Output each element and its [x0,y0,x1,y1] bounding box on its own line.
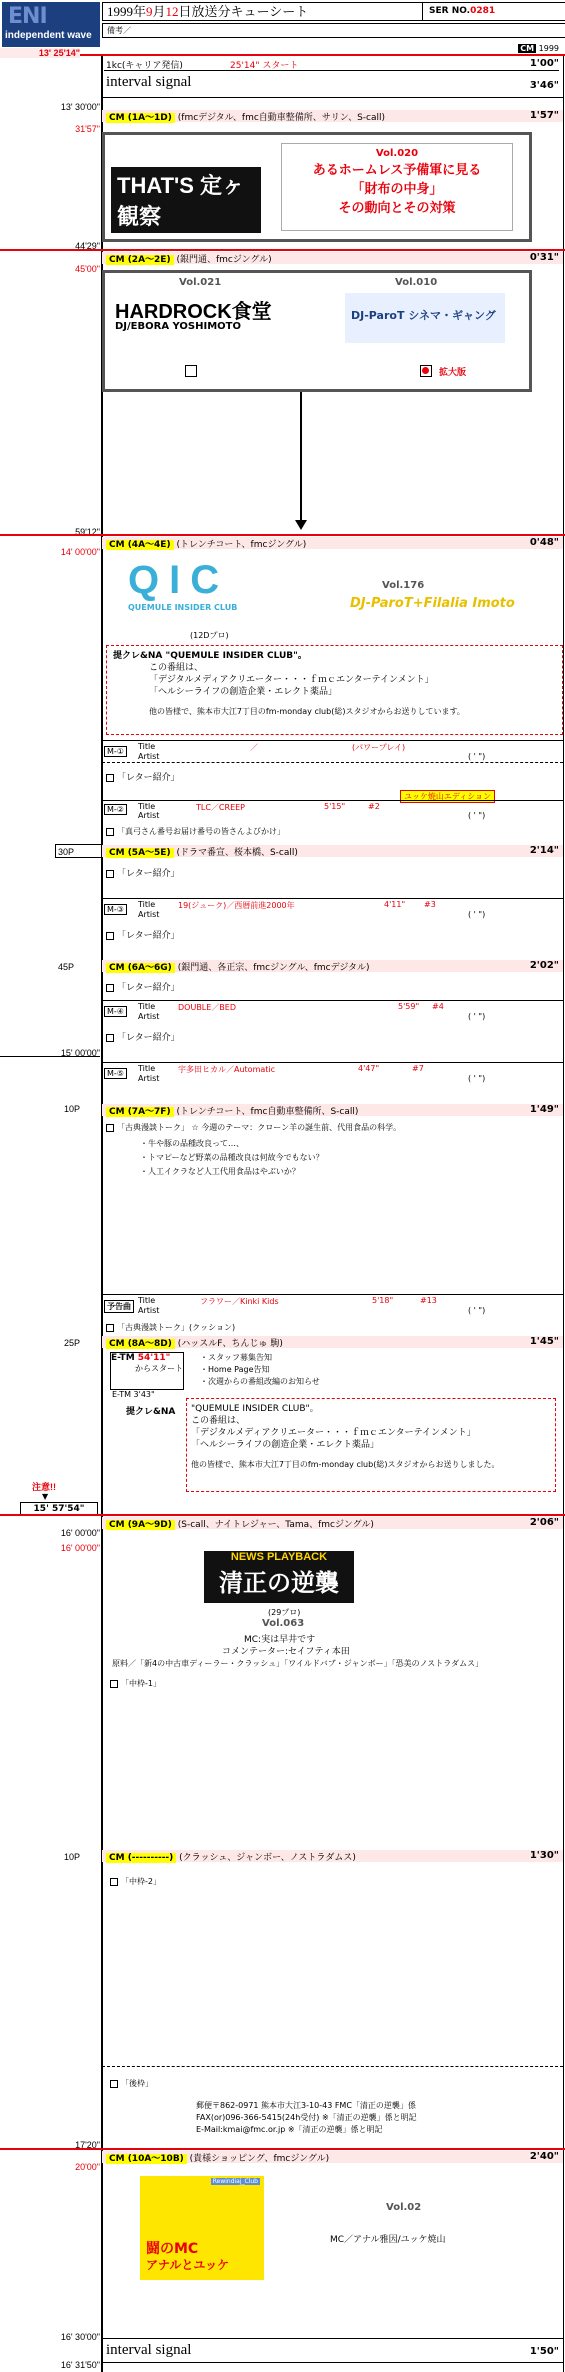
song-title: 宇多田ヒカル／Automatic [178,1065,276,1074]
row-divider [102,800,563,801]
credit-line: この番組は、 [191,1416,246,1426]
song-row-next: 予告曲 [104,1300,137,1313]
promo-hardrock-cinema: Vol.021 HARDROCK食堂 DJ/EBORA YOSHIMOTO Vol.010 DJ-ParoT シネマ・ギャング 拡大版 [102,270,532,392]
time-label: 13' 30'00" [60,102,100,112]
cm-duration: 1'30" [529,1850,559,1861]
qic-credit-box [106,645,563,735]
badge-extended: 拡大版 [439,368,467,378]
warning-label: 注意!! [32,1482,56,1492]
letter-row: 「レター紹介」 [106,928,180,941]
red-marker [0,2148,565,2150]
etm-box: E-TM 54'11" からスタート [110,1352,184,1390]
checkbox-cinema[interactable] [420,365,432,377]
time-label: 45P [58,962,75,972]
title-label: Title [138,1296,156,1305]
arrow-down [300,392,302,522]
cm-duration: 2'02" [529,960,559,971]
news-playback-logo: NEWS PLAYBACK 清正の逆襲 [204,1551,354,1603]
credit-line: 「デジタルメディアクリエーター・・・ｆｍｃエンターテインメント」 [191,1428,476,1438]
cm-duration: 2'06" [529,1517,559,1528]
letter-row: 「レター紹介」 [106,1030,180,1043]
interval-signal-2: interval signal [106,2342,192,2358]
time-label: 17'20" [75,2140,100,2150]
cue-sheet-title: 1999年9月12日放送分キューシート [102,2,423,21]
serial-number: SER NO.0281 [422,2,565,21]
row-divider [102,740,563,741]
time-placeholder: ( ' ") [468,811,486,820]
song-row-3: M-③ [104,904,130,915]
time-placeholder: ( ' ") [468,1012,486,1021]
qic-logo: QIC QUEMULE INSIDER CLUB [128,558,238,612]
time-label: 13' 25'14" [0,48,80,58]
cm-row-6-label: CM (6A～6G) (銀門通、各正宗、fmcジングル、fmcデジタル) [106,960,370,973]
credit-tag: 提クレ&NA [126,1407,176,1417]
qic-credit-box-2 [186,1398,556,1492]
time-label: 59'12" [75,527,100,537]
artist-label: Artist [138,910,160,919]
credit-line: 「ヘルシーライフの創造企業・エレクト薬品」 [149,687,338,697]
qic-volume: Vol.176 [382,580,425,591]
remarks-field: 備考／ [102,23,565,38]
edition-badge: ユッケ焼山エディション [400,790,495,803]
interval-duration-1: 3'46" [529,80,559,91]
song-row-2: M-② [104,804,130,815]
song-row-5: M-⑤ [104,1068,130,1079]
song-number: #7 [412,1064,424,1073]
credit-line: 「ヘルシーライフの創造企業・エレクト薬品」 [191,1440,380,1450]
title-label: Title [138,1002,156,1011]
time-label: 14' 00'00" [60,547,100,557]
cm-row-9-label: CM (9A～9D) (S-call、ナイトレジャー、Tama、fmcジングル) [106,1517,374,1530]
song-note: (パワープレイ) [352,743,406,752]
credit-line: "QUEMULE INSIDER CLUB"。 [191,1404,319,1414]
row-divider [102,1062,563,1063]
segment-row: 「中枠-2」 [110,1876,161,1887]
title-label: Title [138,1064,156,1073]
song-number: #4 [432,1002,444,1011]
interval-duration-2: 1'50" [529,2346,559,2357]
time-label: 15' 00'00" [60,1048,100,1058]
song-time: 4'47" [358,1064,380,1073]
song-time: 5'59" [398,1002,420,1011]
time-label: 30P [58,847,75,857]
time-label: 15' 57'54" [20,1502,98,1516]
talk-bullet: ・トマピーなど野菜の品種改良は何故今でもない？ [140,1153,324,1162]
cm-row-dash-label: CM (----------) (クラッシュ、ジャンボー、ノストラダムス) [106,1850,356,1863]
cm-duration: 1'49" [529,1104,559,1115]
letter-row: 「レター紹介」 [106,770,180,783]
red-marker [0,534,565,536]
time-label: 25P [64,1338,81,1348]
artist-label: Artist [138,752,160,761]
time-label: 10P [64,1104,81,1114]
red-marker [0,249,565,251]
time-placeholder: ( ' ") [468,1306,486,1315]
cm-duration: 1'45" [529,1336,559,1347]
song-title: TLC／CREEP [196,803,246,812]
month: 9 [146,4,153,19]
song-time: 5'18" [372,1296,394,1305]
red-marker [0,1514,565,1516]
credit-line: 他の皆様で、熊本市大江7丁目のfm-monday club(総)スタジオからお送りしました。 [191,1460,500,1469]
hour-line [0,1056,100,1057]
cm-row-8-label: CM (8A～8D) (ハッスルF、ちんじゅ 駒) [106,1336,283,1349]
carrier-row: 1kc(キャリア発信) [106,61,183,71]
final-mc: MC／アナル雅因/ユッケ焼山 [330,2235,446,2245]
etm-duration: E-TM 3'43" [112,1390,155,1399]
segment-row: 「後枠」 [110,2078,153,2089]
song-number: #3 [424,900,436,909]
etm-item: ・スタッフ募集告知 [200,1353,272,1362]
station-logo [2,2,100,47]
credit-tag: 提クレ&NA "QUEMULE INSIDER CLUB"。 [113,651,307,661]
song-title: DOUBLE／BED [178,1003,237,1012]
song-row-4: M-④ [104,1006,130,1017]
talk-bullet: ・人工イクラなど人工代用食品はやぶいか？ [140,1167,300,1176]
carrier-duration: 1'00" [529,58,559,69]
interval-signal-1: interval signal [106,74,192,90]
cm-duration: 1'57" [529,110,559,121]
time-label: 31'57" [75,124,100,134]
final-volume: Vol.02 [386,2202,422,2213]
news-volume: Vol.063 [262,1618,305,1629]
etm-item: ・次週からの番組改編のお知らせ [200,1377,320,1386]
row-divider [102,1000,563,1001]
time-placeholder: ( ' ") [468,910,486,919]
cm-row-5-label: CM (5A～5E) (ドラマ番宣、桜本橋、S-call) [106,845,298,858]
promo-that-observation [102,132,532,242]
cinema-banner: DJ-ParoT シネマ・ギャング [345,293,505,343]
song-row-1: M-① [104,746,130,757]
promo-logo: THAT'S 定ヶ観察 [111,153,261,227]
song-title: フラワー／Kinki Kids [200,1297,279,1306]
artist-label: Artist [138,1074,160,1083]
offset-box [55,844,102,858]
artist-label: Artist [138,1306,160,1315]
artist-label: Artist [138,1012,160,1021]
time-label: 45'00" [75,264,100,274]
time-placeholder: ( ' ") [468,752,486,761]
song-title: ／ [250,743,258,752]
row-divider [102,2362,563,2363]
time-label: 16' 00'00" [60,1528,100,1538]
qic-dj: DJ-ParoT+Filalia Imoto [350,596,515,611]
cm-row-1-label: CM (1A～1D) (fmcデジタル、fmc自動車整備所、サリン、S-call) [106,110,385,123]
talk-topic: 「古典漫談トーク」 ☆ 今週のテーマ：クローン羊の誕生前、代用食品の科学。 [106,1122,401,1133]
time-label: 44'29" [75,241,100,251]
row-divider [102,2066,563,2067]
row-divider [102,2338,563,2339]
cm-row-2-label: CM (2A～2E) (銀門通、fmcジングル) [106,252,272,265]
start-marker-line [0,54,565,56]
credit-line: この番組は、 [149,663,204,673]
time-label: 16' 00'00" [60,1543,100,1553]
time-label: 16' 30'00" [60,2332,100,2342]
row-divider [102,97,563,98]
carrier-start: 25'14" スタート [230,61,299,71]
credit-line: 「デジタルメディアクリエーター・・・ｆｍｃエンターテインメント」 [149,675,434,685]
letter-row: 「レター紹介」 [106,866,180,879]
timeline-axis [101,55,103,2372]
song-number: #13 [420,1296,437,1305]
logo-text: independent wave [5,30,92,41]
time-placeholder: ( ' ") [468,1074,486,1083]
talk-cushion: 「古典漫談トーク」(クッション) [106,1322,235,1333]
letter-row: 「レター紹介」 [106,980,180,993]
song-time: 5'15" [324,802,346,811]
song-number: #2 [368,802,380,811]
song-time: 4'11" [384,900,406,909]
segment-row: 「中枠-1」 [110,1678,161,1689]
arrow-line [104,70,559,71]
credit-line: 他の皆様で、熊本市大江7丁目のfm-monday club(総)スタジオからお送りしています。 [149,707,465,716]
title-label: Title [138,900,156,909]
time-label: 16' 31'50" [60,2360,100,2370]
cm-duration: 0'48" [529,537,559,548]
checkbox-hardrock[interactable] [185,365,197,377]
qic-program-code: (12Dプロ) [190,631,229,640]
right-border [563,55,564,2372]
news-topics: 原料／「新4の中古車ディーラー・クラッシュ」「ワイルドバブ・ジャンボー」「恐美のノストラダムス」 [112,1659,484,1668]
cm-row-4-label: CM (4A～4E) (トレンチコート、fmcジングル) [106,537,306,550]
logo-mark: ENI [8,4,47,29]
news-program-code: (29プロ) [268,1608,301,1617]
promo-topic: Vol.020 あるホームレス予備軍に見る 「財布の中身」 その動向とその対策 [281,143,513,231]
caller-row: 「真弓さん番号お届け番号の皆さんよびかけ」 [106,826,285,837]
address-line: E-Mail:kmai@fmc.or.jp ※「清正の逆襲」係と明記 [196,2125,383,2134]
address-line: FAX(or)096-366-5415(24h受付) ※「清正の逆襲」係と明記 [196,2113,417,2122]
cm-duration: 0'31" [529,252,559,263]
address-line: 郵便〒862-0971 熊本市大江3-10-43 FMC「清正の逆襲」係 [196,2101,416,2110]
row-divider [102,898,563,899]
news-commentator: コメンテーター:セイフティ本田 [222,1647,350,1657]
time-label: 20'00" [75,2162,100,2172]
down-arrow-icon: ▼ [42,1492,49,1501]
row-divider [102,1294,563,1295]
row-divider [102,762,563,763]
time-label: 10P [64,1852,81,1862]
title-label: Title [138,742,156,751]
final-program-logo: Rewindiaj_Club 闘のMC アナルとユッケ [140,2176,264,2280]
news-mc: MC:実は早井です [244,1635,316,1645]
cm-row-7-label: CM (7A～7F) (トレンチコート、fmc自動車整備所、S-call) [106,1104,358,1117]
arrow-head-icon [295,520,307,530]
cm-duration: 2'14" [529,845,559,856]
corner-code: CM 1999 [520,44,559,53]
talk-bullet: ・牛や豚の品種改良って…、 [140,1139,244,1148]
cm-row-10-label: CM (10A～10B) (貴様ショッピング、fmcジングル) [106,2151,329,2164]
song-title: 19(ジューク)／西暦前進2000年 [178,901,295,910]
title-label: Title [138,802,156,811]
day: 12 [165,4,179,19]
cm-duration: 2'40" [529,2151,559,2162]
etm-item: ・Home Page告知 [200,1365,270,1374]
artist-label: Artist [138,811,160,820]
